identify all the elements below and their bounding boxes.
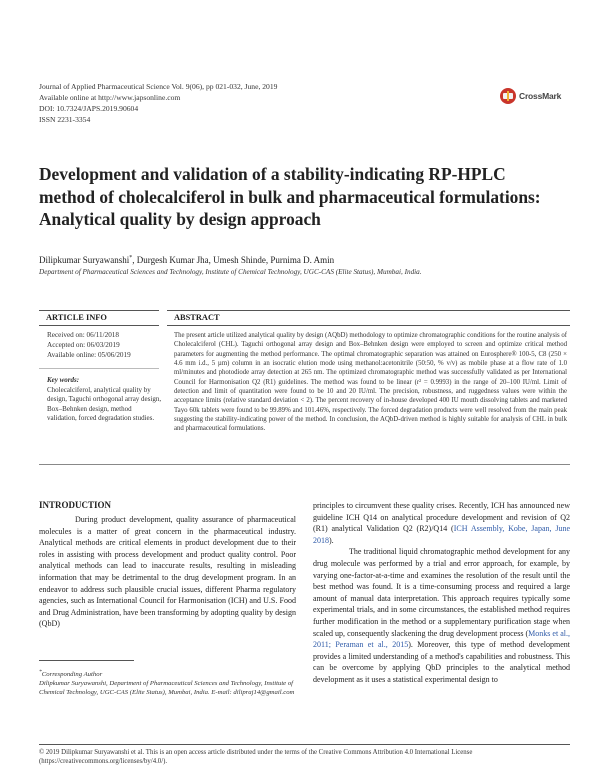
footnote-text: Dilipkumar Suryawanshi, Department of Pharmaceutical Sciences and Technology, Institute of Chemical Technology, UGC-CAS (Elite Status), Mumbai, India. E-mail: dilipraj14@gmail.com	[39, 680, 295, 697]
footnote-label-row	[39, 668, 296, 680]
intro-p2-text: principles to circumvent these quality crises. Recently, ICH has announced new guideline ICH Q14 on analytical procedure development and revision of Q2 (R1) analytical Validation Q2 (R2)/Q14 (	[313, 501, 570, 534]
received-date: Received on: 06/11/2018	[47, 331, 119, 339]
paper-title	[39, 163, 569, 231]
abstract-end-rule	[39, 464, 570, 465]
intro-paragraph-3	[313, 546, 570, 685]
author-first: Dilipkumar Suryawanshi	[39, 255, 130, 265]
copyright-notice	[39, 748, 570, 766]
footnote-rule	[39, 660, 134, 661]
intro-p3-text: The traditional liquid chromatographic method development for any drug molecule was performed by a trial and error approach, for example, by varying one-factor-at-a-time and examines the resolution of the result until the best method was found. It is a time-consuming process and required a large amount of manual data interpretation. This approach requires typically some experimental trials, and in some circumstances, the established method requires further modification in the method or a supplementary purification stage when scaled up, consequently slackening the drug development process (	[313, 547, 570, 638]
affiliation: Department of Pharmaceutical Sciences and Technology, Institute of Chemical Technology, UGC-CAS (Elite Status), Mumbai, India.	[39, 268, 422, 276]
keywords-heading: Key words:	[47, 376, 80, 384]
citation-link-monks[interactable]: Monks et al., 2011; Peraman et al., 2015	[313, 628, 570, 650]
issn-line: ISSN 2231-3354	[39, 115, 91, 124]
abstract-rule-top	[167, 310, 570, 311]
keywords-list: Cholecalciferol, analytical quality by design, Taguchi orthogonal array design, Box–Behnken design, method validation, forced degradation studies.	[47, 386, 162, 423]
abstract-rule-bottom	[167, 325, 570, 326]
copyright-line-1: © 2019 Dilipkumar Suryawanshi et al. This is an open access article distributed under the terms of the Creative Commons Attribution 4.0 International License	[39, 749, 473, 756]
article-info-rule-top	[39, 310, 159, 311]
introduction-heading: INTRODUCTION	[39, 500, 112, 510]
article-info-divider	[39, 368, 159, 369]
author-list	[39, 255, 334, 265]
article-info-heading: ARTICLE INFO	[46, 313, 107, 322]
abstract-heading: ABSTRACT	[174, 313, 220, 322]
corresponding-author-note	[39, 668, 296, 698]
intro-left-column	[39, 514, 296, 630]
citation-link-ich[interactable]: ICH Assembly, Kobe, Japan, June 2018	[313, 524, 570, 545]
corresponding-mark: *	[129, 255, 133, 261]
intro-p3-end: ). Moreover, this type of method development provides a limited understanding of a method's capabilities and robustness. This can be overcome by applying QbD principles to the analytical method development as it uses a statistical experimental design to	[313, 640, 570, 684]
footnote-label: Corresponding Author	[41, 671, 103, 679]
intro-p2-end: ).	[329, 535, 334, 545]
intro-paragraph-2	[313, 500, 570, 546]
doi-line[interactable]: DOI: 10.7324/JAPS.2019.90604	[39, 104, 139, 113]
license-link[interactable]: (https://creativecommons.org/licenses/by/4.0/).	[39, 758, 168, 765]
author-others: , Durgesh Kumar Jha, Umesh Shinde, Purnima D. Amin	[132, 255, 335, 265]
crossmark-badge[interactable]	[500, 86, 570, 106]
journal-citation: Journal of Applied Pharmaceutical Science Vol. 9(06), pp 021-032, June, 2019	[39, 82, 278, 91]
intro-right-column	[313, 500, 570, 686]
footnote-mark: *	[39, 669, 42, 675]
title-line-1: Development and validation of a stability-indicating RP-HPLC	[39, 164, 506, 184]
crossmark-label: CrossMark	[519, 91, 562, 101]
title-line-3: Analytical quality by design approach	[39, 209, 321, 229]
journal-website[interactable]: Available online at http://www.japsonline.com	[39, 93, 181, 102]
accepted-date: Accepted on: 06/03/2019	[47, 341, 120, 349]
article-info-rule-bottom	[39, 325, 159, 326]
intro-paragraph-1: During product development, quality assurance of pharmaceutical molecules is a matter of great concern in the pharmaceutical industry. Analytical methods are critical elements in product development due to their roles in assisting with process development and product quality control. Poor analytical methods can lead to inaccurate results, resulting in misleading information that may be detrimental to the drug development program. In an endeavor to address such plausible crucial issues, different Pharma regulatory agencies, such as International Council for Harmonisation (ICH) and U.S. Food and Drug Administration, have been transforming by adopting quality by design (QbD)	[39, 515, 296, 629]
copyright-rule	[39, 744, 570, 745]
abstract-body: The present article utilized analytical quality by design (AQbD) methodology to optimize chromatographic conditions for the routine analysis of Cholecalciferol (CHL). Taguchi orthogonal array design and Box–Behnken design were employed to screen and optimize critical method parameters for augmenting the method performance. The optimal chromatographic separation was attained on Eurosphere® 100-5, C8 (250 × 4.6 mm i.d., 5 µm) column in an isocratic elution mode using methanol:acetonitrile (50:50, % v/v) as mobile phase at a flow rate of 1.0 ml/minutes and photodiode array detection at 265 nm. The optimized chromatographic method was successfully validated as per International Council for Harmonisation Q2 (R1) guidelines. The method was found to be linear (r² = 0.9993) in the range of 20–100 IU/ml. Limit of detection and limit of quantitation were found to be 10 and 20 IU/ml. The precision, robustness, and ruggedness values were within the acceptance limits (relative standard deviation < 2). The percent recovery of in-house developed 400 IU mouth dissolving tablets and marketed Tayo 60k tablets were found to be 99.89% and 101.46%, respectively. The forced degradation products were well resolved from the main peak suggesting the stability-indicating power of the method. In conclusion, the AQbD-driven method is highly suitable for analysis of CHL in bulk and pharmaceutical formulations.	[174, 332, 567, 433]
crossmark-icon	[500, 88, 516, 104]
available-date: Available online: 05/06/2019	[47, 351, 131, 359]
title-line-2: method of cholecalciferol in bulk and pharmaceutical formulations:	[39, 186, 541, 207]
